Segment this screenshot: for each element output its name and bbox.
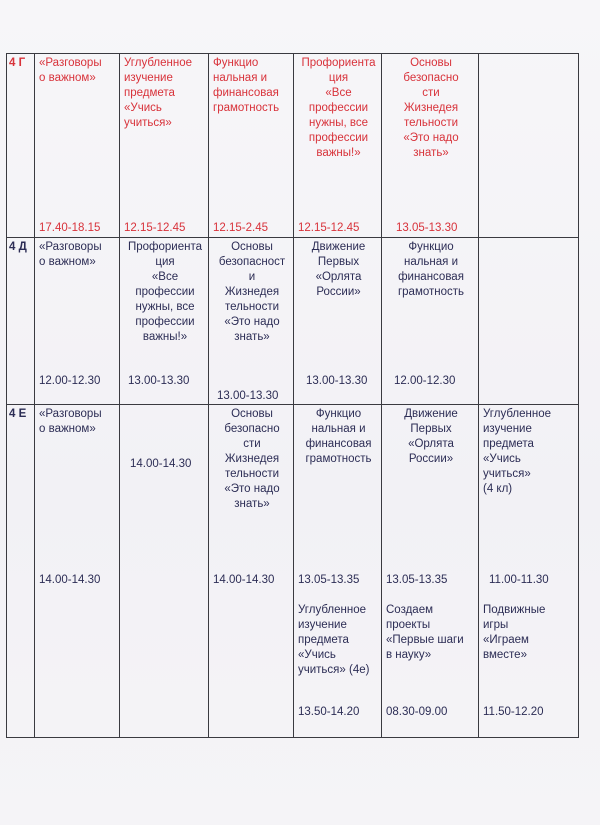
table-cell — [294, 238, 382, 405]
activity-text: Основы безопасно сти Жизнедея тельности «Это надо знать» — [224, 408, 280, 510]
class-label — [7, 238, 35, 405]
activity-text: «Разговоры о важном» — [39, 408, 102, 435]
activity-time-secondary: 08.30-09.00 — [386, 706, 448, 718]
activity-time: 14.00-14.30 — [39, 574, 101, 586]
activity-text: Движение Первых «Орлята России» — [311, 241, 366, 298]
activity-time: 14.00-14.30 — [130, 458, 192, 470]
activity-time: 13.00-13.30 — [306, 375, 368, 387]
table-row — [7, 54, 579, 238]
table-row — [7, 405, 579, 738]
class-label — [7, 405, 35, 738]
table-cell — [209, 405, 294, 738]
table-cell — [120, 405, 209, 738]
activity-text: Функцио нальная и финансовая грамотность — [397, 241, 465, 298]
activity-text-secondary: Создаем проекты «Первые шаги в науку» — [386, 604, 464, 661]
activity-time: 13.05-13.35 — [386, 574, 448, 586]
table-cell — [35, 405, 120, 738]
table-cell — [209, 54, 294, 238]
activity-time: 12.00-12.30 — [39, 375, 101, 387]
schedule-table — [6, 53, 579, 738]
table-row — [7, 238, 579, 405]
activity-time: 13.05-13.30 — [396, 222, 458, 234]
table-cell — [120, 238, 209, 405]
activity-text: Функцио нальная и финансовая грамотность — [213, 57, 280, 114]
activity-time: 12.15-12.45 — [124, 222, 186, 234]
table-cell — [479, 238, 579, 405]
table-cell — [35, 54, 120, 238]
table-cell — [382, 405, 479, 738]
activity-text-secondary: Углубленное изучение предмета «Учись учиться» (4е) — [298, 604, 370, 676]
activity-time-secondary: 11.50-12.20 — [483, 706, 544, 718]
activity-text: Углубленное изучение предмета «Учись учиться» (4 кл) — [483, 408, 551, 495]
activity-time: 13.05-13.35 — [298, 574, 360, 586]
activity-text: Основы безопасно сти Жизнедея тельности «Это надо знать» — [403, 57, 459, 159]
activity-time-secondary: 13.50-14.20 — [298, 706, 360, 718]
table-cell — [479, 54, 579, 238]
table-cell — [294, 54, 382, 238]
activity-time: 12.15-12.45 — [298, 222, 360, 234]
activity-time: 13.00-13.30 — [217, 390, 279, 402]
activity-text: Углубленное изучение предмета «Учись учиться» — [124, 57, 192, 129]
activity-time: 12.00-12.30 — [394, 375, 456, 387]
table-cell — [209, 238, 294, 405]
class-label-text: 4 Г — [9, 57, 26, 69]
activity-time: 12.15-2.45 — [213, 222, 268, 234]
table-cell — [120, 54, 209, 238]
activity-text: Основы безопасност и Жизнедея тельности «Это надо знать» — [218, 241, 286, 343]
activity-time: 13.00-13.30 — [128, 375, 190, 387]
class-label-text: 4 Е — [9, 408, 27, 420]
table-cell — [382, 54, 479, 238]
table-cell — [479, 405, 579, 738]
activity-text: Функцио нальная и финансовая грамотность — [305, 408, 372, 465]
activity-text: Профориента ция «Все профессии нужны, все профессии важны!» — [301, 57, 376, 159]
activity-text-secondary: Подвижные игры «Играем вместе» — [483, 604, 546, 661]
table-cell — [35, 238, 120, 405]
activity-text: «Разговоры о важном» — [39, 241, 102, 268]
class-label — [7, 54, 35, 238]
class-label-text: 4 Д — [9, 241, 27, 253]
table-cell — [294, 405, 382, 738]
activity-time: 17.40-18.15 — [39, 222, 101, 234]
activity-time: 14.00-14.30 — [213, 574, 275, 586]
activity-time: 11.00-11.30 — [489, 574, 549, 586]
table-cell — [382, 238, 479, 405]
activity-text: Профориента ция «Все профессии нужны, все профессии важны!» — [127, 241, 202, 343]
activity-text: «Разговоры о важном» — [39, 57, 102, 84]
activity-text: Движение Первых «Орлята России» — [404, 408, 458, 465]
